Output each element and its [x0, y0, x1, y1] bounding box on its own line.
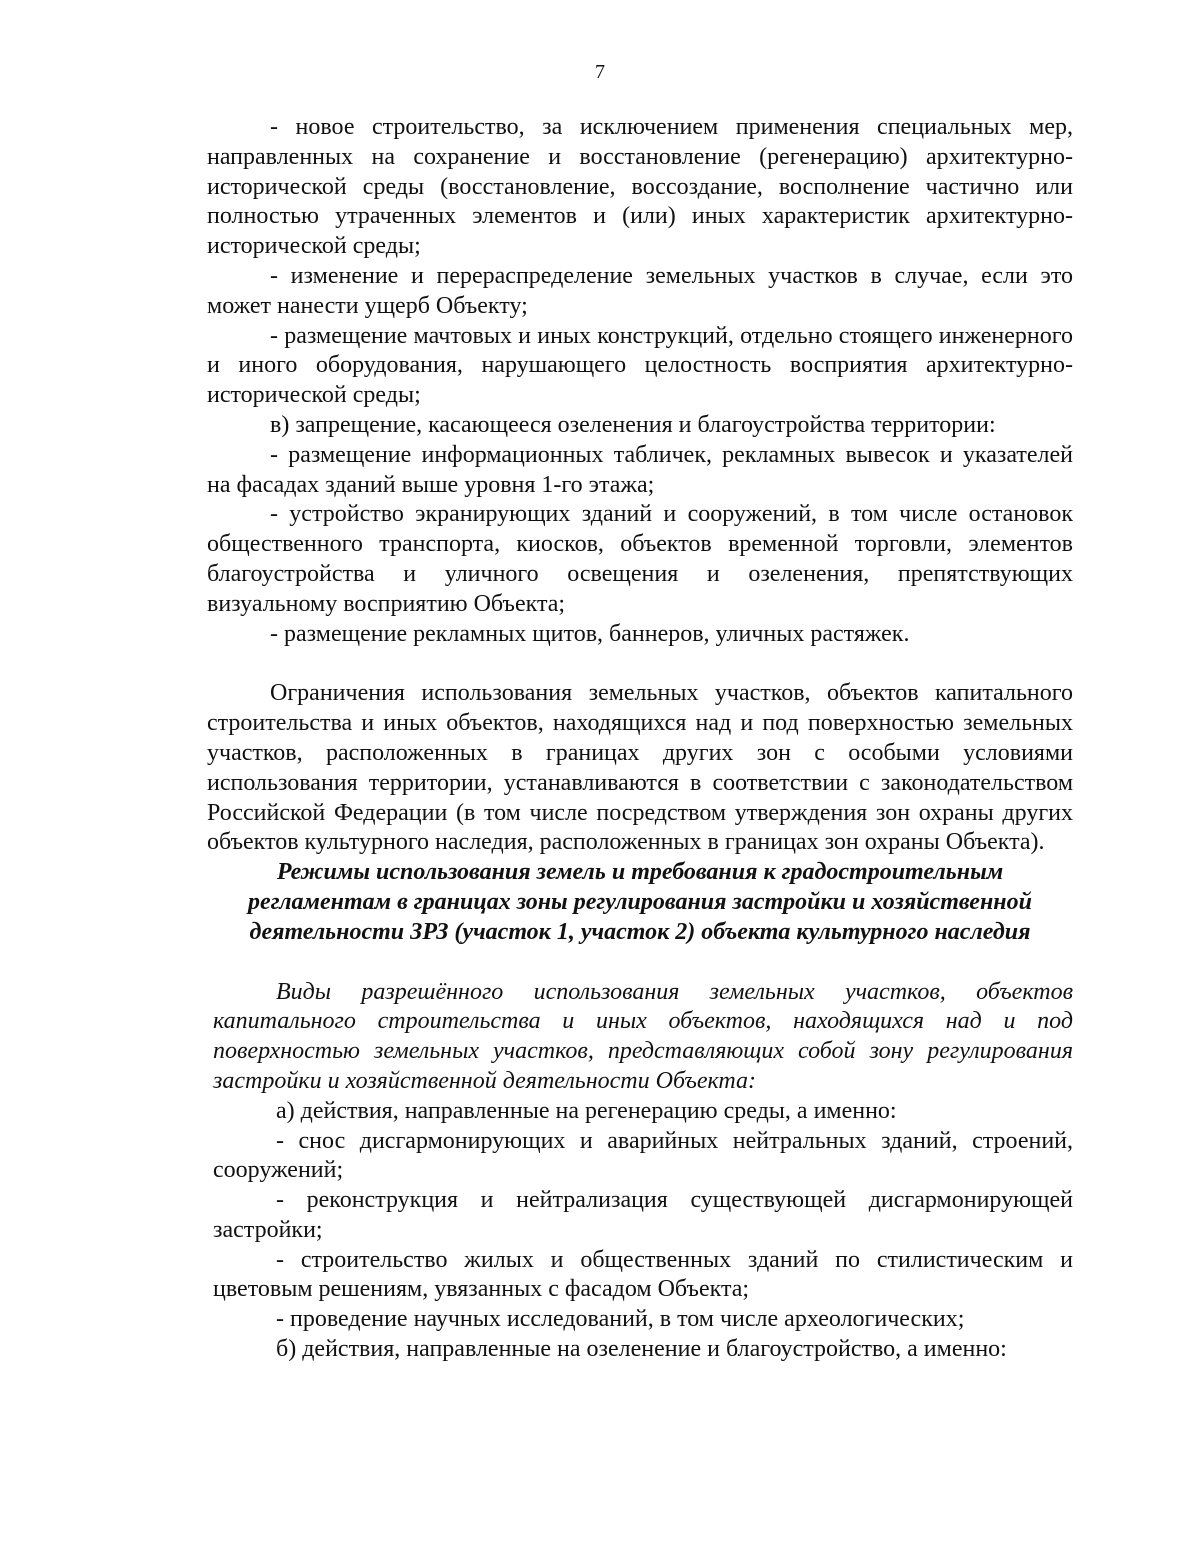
paragraph-research: - проведение научных исследований, в том числе археологических; — [276, 1306, 965, 1333]
paragraph-mast-structures: - размещение мачтовых и иных конструкций, отдельно стоящего инженерного и иного оборудования, нарушающего целостность восприятия архитектурно-исторической среды; — [207, 322, 1073, 409]
paragraph-restrictions: Ограничения использования земельных участков, объектов капитального строительства и иных объектов, находящихся над и под поверхностью земельных участков, расположенных в границах других зон с особыми условиями использования территории, устанавливаются в соответствии с законодательством Российской Федерации (в том числе посредством утверждения зон охраны других объектов культурного наследия, расположенных в границах зон охраны Объекта). — [207, 680, 1073, 856]
paragraph-landscaping-ban: в) запрещение, касающееся озеленения и благоустройства территории: — [270, 411, 996, 438]
page-number: 7 — [595, 61, 605, 83]
paragraph-billboards: - размещение рекламных щитов, баннеров, уличных растяжек. — [270, 620, 910, 647]
document-body — [207, 113, 1073, 1365]
paragraph-screening-buildings: - устройство экранирующих зданий и сооружений, в том числе остановок общественного транспорта, киосков, объектов временной торговли, элементов благоустройства и уличного освещения и озеленения, препятствующих визуальному восприятию Объекта; — [207, 501, 1073, 617]
paragraph-new-construction: - новое строительство, за исключением применения специальных мер, направленных на сохранение и восстановление (регенерацию) архитектурно-исторической среды (восстановление, воссоздание, восполнение частично или полностью утраченных элементов и (или) иных характеристик архитектурно-исторической среды; — [207, 114, 1073, 260]
section-heading: Режимы использования земель и требования к градостроительным регламентам в границах зоны регулирования застройки и хозяйственной деятельности ЗРЗ (участок 1, участок 2) объекта культурного наследия — [248, 859, 1032, 945]
paragraph-construction-residential: - строительство жилых и общественных зданий по стилистическим и цветовым решениям, увязанных с фасадом Объекта; — [213, 1246, 1073, 1303]
paragraph-reconstruction: - реконструкция и нейтрализация существующей дисгармонирующей застройки; — [213, 1187, 1073, 1243]
paragraph-greening: б) действия, направленные на озеленение и благоустройство, а именно: — [276, 1336, 1007, 1363]
paragraph-permitted-uses-intro: Виды разрешённого использования земельных участков, объектов капитального строительства и иных объектов, находящихся над и под поверхностью земельных участков, представляющих собой зону регулирования застройки и хозяйственной деятельности Объекта: — [213, 978, 1073, 1094]
paragraph-land-redistribution: - изменение и перераспределение земельных участков в случае, если это может нанести ущерб Объекту; — [207, 262, 1073, 319]
paragraph-info-signs: - размещение информационных табличек, рекламных вывесок и указателей на фасадах зданий выше уровня 1-го этажа; — [207, 441, 1073, 498]
paragraph-regeneration: а) действия, направленные на регенерацию среды, а именно: — [276, 1097, 897, 1124]
permitted-uses-section — [207, 978, 1073, 1365]
paragraph-demolition: - снос дисгармонирующих и аварийных нейтральных зданий, строений, сооружений; — [213, 1127, 1073, 1184]
